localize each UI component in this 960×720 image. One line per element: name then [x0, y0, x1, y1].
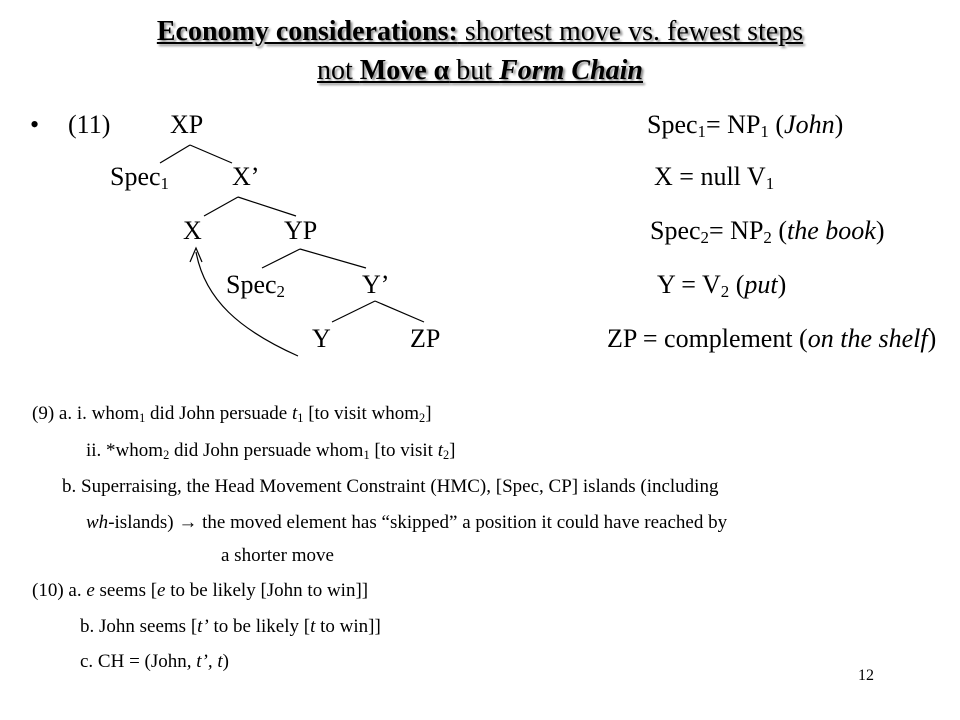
node-y: Y	[312, 324, 331, 353]
definition-spec1: Spec$_1$= $NP_1$ (John)	[647, 110, 844, 142]
branch-ybar-y	[332, 301, 375, 322]
movement-arrow	[196, 252, 298, 356]
example-10a: (10) a. e seems [e to be likely [John to win]]	[32, 580, 369, 601]
node-spec1: Spec$_1$	[110, 162, 169, 194]
definition-spec2: Spec$_2$= $NP_2$ (the book)	[650, 216, 885, 248]
node-xp: XP	[170, 110, 204, 139]
branch-xbar-yp	[238, 197, 296, 216]
node-xbar: X’	[232, 162, 260, 191]
example-9b-line2: wh-islands) → the moved element has “skipped” a position it could have reached by	[86, 512, 728, 533]
slide-title-line2: not Move α but Form Chain	[317, 55, 643, 86]
example-9b-line1: b. Superraising, the Head Movement Constraint (HMC), [Spec, CP] islands (including	[62, 476, 719, 497]
example-9a-ii: ii. *whom$_2$ did John persuade whom$_1$ [to visit $t_2$]	[86, 440, 456, 463]
branch-xp-spec1	[160, 145, 190, 163]
node-zp: ZP	[410, 324, 441, 353]
node-spec2: Spec$_2$	[226, 270, 285, 302]
example-10b: b. John seems [t’ to be likely [t to win]]	[80, 616, 381, 637]
node-ybar: Y’	[362, 270, 390, 299]
right-arrow-icon: →	[178, 512, 198, 533]
definition-x: X = null $V_1$	[654, 162, 775, 194]
branch-xbar-x	[204, 197, 238, 216]
example-9a-i: (9) a. i. whom$_1$ did John persuade $t_1$ [to visit whom$_2$]	[32, 403, 432, 426]
branch-ybar-zp	[375, 301, 424, 322]
node-yp: YP	[284, 216, 318, 245]
example-9b-line3: a shorter move	[221, 545, 334, 566]
branch-yp-spec2	[262, 249, 300, 268]
node-x: X	[183, 216, 202, 245]
example-label-11: (11)	[68, 110, 111, 139]
example-10c: c. CH = (John, t’, t)	[80, 651, 229, 672]
page-number: 12	[858, 667, 874, 684]
bullet: •	[30, 110, 40, 139]
branch-xp-xbar	[190, 145, 232, 163]
branch-yp-ybar	[300, 249, 366, 268]
definition-zp: ZP = complement (on the shelf)	[607, 324, 937, 353]
definition-y: $Y = V_2$ (put)	[657, 270, 787, 302]
slide-title-line1: Economy considerations: shortest move vs. fewest steps	[156, 16, 804, 47]
